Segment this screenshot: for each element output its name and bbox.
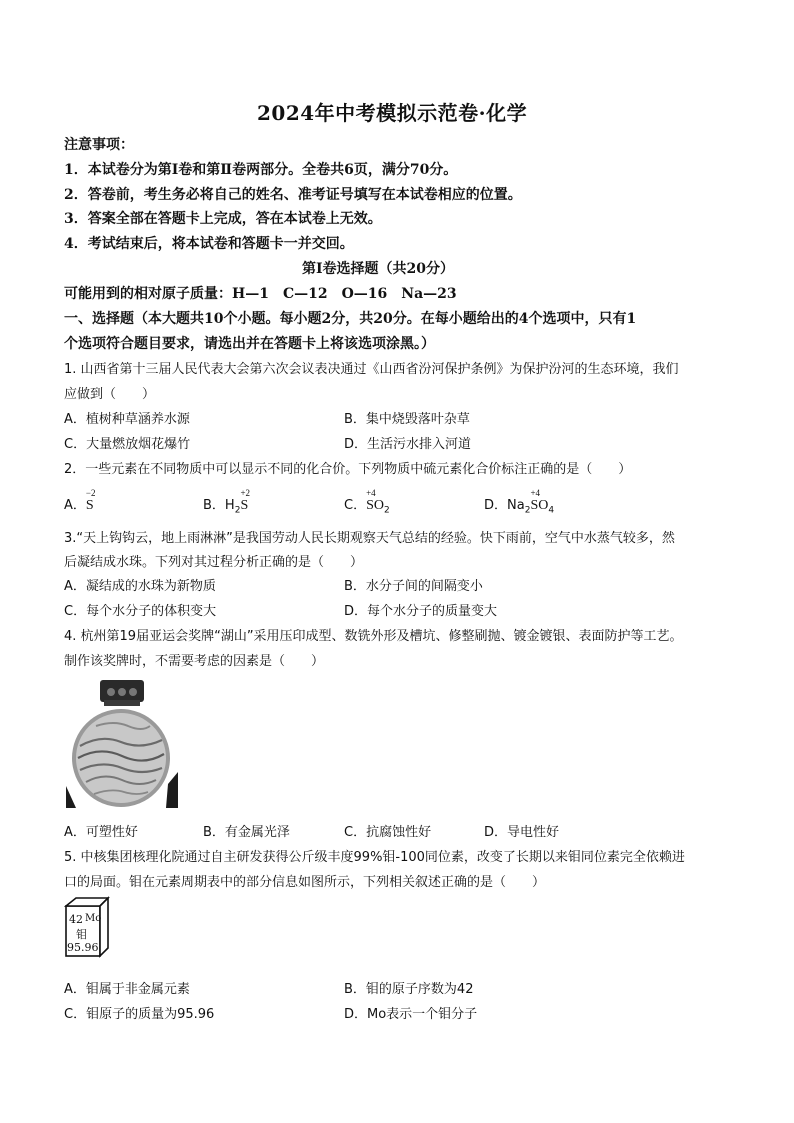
q2-a-label: A． <box>64 498 86 513</box>
question-5-line-1: 5. 中核集团核理化院通过自主研发获得公斤级丰度99%钼-100同位素，改变了长期以来钼同位素完全依赖进 <box>64 850 685 865</box>
q2-b-label: B．H <box>203 498 235 513</box>
q1-option-a: A．植树种草涵养水源 <box>64 412 190 427</box>
question-3-line-1: 3.“天上钩钩云，地上雨淋淋”是我国劳动人民长期观察天气总结的经验。快下雨前，空气中水蒸气较多，然 <box>64 531 675 546</box>
q2-option-a <box>64 488 96 514</box>
q2-d-subscript-2: 4 <box>548 505 555 516</box>
q4-option-b: B．有金属光泽 <box>203 825 290 840</box>
periodic-cell-mass: 95.96 <box>67 941 99 954</box>
question-2-line-1: 2．一些元素在不同物质中可以显示不同的化合价。下列物质中硫元素化合价标注正确的是（ ） <box>64 462 632 477</box>
q2-a-element: S <box>85 498 94 513</box>
question-3-line-2: 后凝结成水珠。下列对其过程分析正确的是（ ） <box>64 555 364 570</box>
part-one-line-1: 一、选择题（本大题共10个小题。每小题2分，共20分。在每小题给出的4个选项中，只有1 <box>64 311 637 327</box>
periodic-cell-number: 42 <box>69 913 83 926</box>
q2-c-valence: +4 <box>366 488 376 498</box>
medal-image <box>66 676 178 808</box>
periodic-cell-symbol: Mo <box>85 913 102 924</box>
q2-option-d <box>484 488 555 516</box>
atomic-mass-line: 可能用到的相对原子质量：H—1 C—12 O—16 Na—23 <box>64 286 457 302</box>
q2-c-rest: O <box>373 498 384 513</box>
q2-d-element: S <box>530 498 539 513</box>
part-one-line-2: 个选项符合题目要求，请选出并在答题卡上将该选项涂黑。） <box>64 336 435 352</box>
q2-b-element: S <box>240 498 249 513</box>
section-title: 第Ⅰ卷选择题（共20分） <box>302 261 455 277</box>
q3-option-b: B．水分子间的间隔变小 <box>344 579 483 594</box>
q4-option-c: C．抗腐蚀性好 <box>344 825 432 840</box>
q1-option-c: C．大量燃放烟花爆竹 <box>64 437 191 452</box>
q5-option-d: D．Mo表示一个钼分子 <box>344 1007 478 1022</box>
q2-option-c <box>344 488 390 516</box>
periodic-cell-name: 钼 <box>76 928 87 941</box>
q2-d-label: D．Na <box>484 498 525 513</box>
page-title: 2024年中考模拟示范卷·化学 <box>257 101 528 125</box>
question-1-line-1: 1. 山西省第十三届人民代表大会第六次会议表决通过《山西省汾河保护条例》为保护汾河的生态环境，我们 <box>64 362 679 377</box>
q2-c-subscript: 2 <box>384 505 390 516</box>
q3-option-c: C．每个水分子的体积变大 <box>64 604 217 619</box>
q2-b-valence: +2 <box>240 488 251 498</box>
q5-option-a: A．钼属于非金属元素 <box>64 982 190 997</box>
q3-option-a: A．凝结成的水珠为新物质 <box>64 579 216 594</box>
q2-c-element: S <box>366 498 374 513</box>
q4-option-a: A．可塑性好 <box>64 825 138 840</box>
q2-c-label: C． <box>344 498 367 513</box>
question-4-line-1: 4. 杭州第19届亚运会奖牌“湖山”采用压印成型、数铣外形及槽坑、修整刷抛、镀金镀银、表面防护等工艺。 <box>64 629 683 644</box>
q4-option-d: D．导电性好 <box>484 825 560 840</box>
q1-option-d: D．生活污水排入河道 <box>344 437 472 452</box>
question-1-line-2: 应做到（ ） <box>64 387 156 402</box>
notice-heading: 注意事项： <box>64 137 134 153</box>
notice-item-3: 3．答案全部在答题卡上完成，答在本试卷上无效。 <box>64 211 382 227</box>
q5-option-b: B．钼的原子序数为42 <box>344 982 474 997</box>
question-4-line-2: 制作该奖牌时，不需要考虑的因素是（ ） <box>64 654 325 669</box>
q2-d-subscript: 2 <box>524 505 531 516</box>
q3-option-d: D．每个水分子的质量变大 <box>344 604 498 619</box>
notice-item-1: 1．本试卷分为第Ⅰ卷和第Ⅱ卷两部分。全卷共6页，满分70分。 <box>64 162 458 178</box>
q2-a-valence: −2 <box>85 488 96 498</box>
q2-d-rest: O <box>538 498 549 513</box>
notice-item-4: 4．考试结束后，将本试卷和答题卡一并交回。 <box>64 236 354 252</box>
question-5-line-2: 口的局面。钼在元素周期表中的部分信息如图所示，下列相关叙述正确的是（ ） <box>64 875 546 890</box>
q2-d-valence: +4 <box>530 488 541 498</box>
notice-item-2: 2．答卷前，考生务必将自己的姓名、准考证号填写在本试卷相应的位置。 <box>64 187 522 203</box>
q1-option-b: B．集中烧毁落叶杂草 <box>344 412 470 427</box>
q2-b-subscript: 2 <box>234 505 241 516</box>
q2-option-b <box>203 488 251 516</box>
q5-option-c: C．钼原子的质量为95.96 <box>64 1007 215 1022</box>
